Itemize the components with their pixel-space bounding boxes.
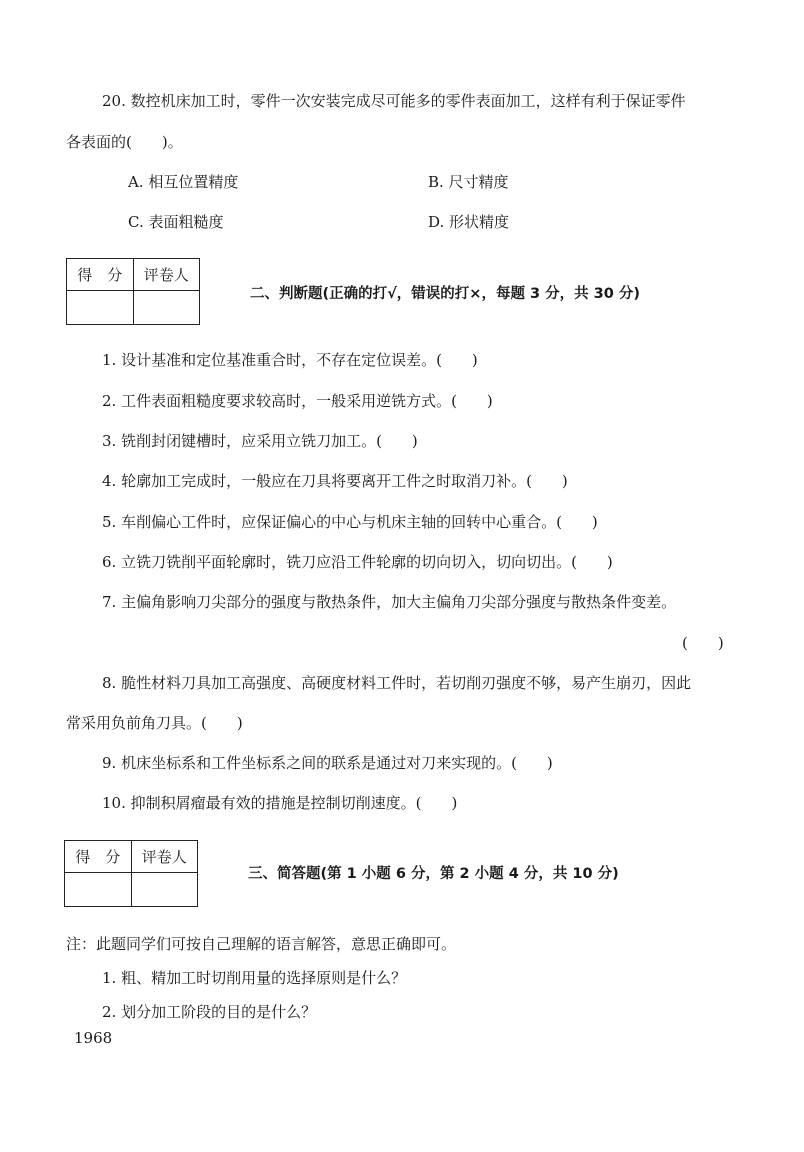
section3-note: 注：此题同学们可按自己理解的语言解答，意思正确即可。: [66, 935, 457, 953]
grader-cell: [133, 291, 199, 325]
score-cell: [65, 873, 132, 907]
section2-item-7-answer: ( ): [682, 634, 724, 652]
grader-label: 评卷人: [131, 841, 197, 873]
section2-title: 二、判断题(正确的打√，错误的打×，每题 3 分，共 30 分): [250, 286, 641, 302]
section2-item-8-line2: 常采用负前角刀具。( ): [66, 714, 243, 732]
section3-title: 三、简答题(第 1 小题 6 分，第 2 小题 4 分，共 10 分): [248, 866, 619, 882]
section2-item-6: 6. 立铣刀铣削平面轮廓时，铣刀应沿工件轮廓的切向切入，切向切出。( ): [102, 553, 613, 571]
section3-item-1: 1. 粗、精加工时切削用量的选择原则是什么？: [102, 969, 407, 987]
q20-option-d: D. 形状精度: [428, 213, 510, 231]
q20-option-b: B. 尺寸精度: [428, 173, 509, 191]
section2-item-1: 1. 设计基准和定位基准重合时，不存在定位误差。( ): [102, 351, 478, 369]
grader-label: 评卷人: [133, 259, 199, 291]
score-label: 得 分: [65, 841, 132, 873]
grader-cell: [131, 873, 197, 907]
section2-item-9: 9. 机床坐标系和工件坐标系之间的联系是通过对刀来实现的。( ): [102, 754, 553, 772]
score-label: 得 分: [67, 259, 134, 291]
section2-item-3: 3. 铣削封闭键槽时，应采用立铣刀加工。( ): [102, 432, 418, 450]
section3-item-2: 2. 划分加工阶段的目的是什么？: [102, 1003, 317, 1021]
page-number: 1968: [74, 1029, 113, 1047]
section2-item-8-line1: 8. 脆性材料刀具加工高强度、高硬度材料工件时，若切削刃强度不够，易产生崩刃，因此: [102, 674, 692, 692]
score-box-section2: [66, 258, 200, 325]
section2-item-5: 5. 车削偏心工件时，应保证偏心的中心与机床主轴的回转中心重合。( ): [102, 513, 598, 531]
q20-line1: 20. 数控机床加工时，零件一次安装完成尽可能多的零件表面加工，这样有利于保证零件: [102, 92, 686, 110]
q20-option-a: A. 相互位置精度: [128, 173, 239, 191]
section2-item-2: 2. 工件表面粗糙度要求较高时，一般采用逆铣方式。( ): [102, 392, 493, 410]
score-cell: [67, 291, 134, 325]
q20-line2: 各表面的( )。: [66, 133, 183, 151]
section2-item-7: 7. 主偏角影响刀尖部分的强度与散热条件，加大主偏角刀尖部分强度与散热条件变差。: [102, 593, 677, 611]
section2-item-10: 10. 抑制积屑瘤最有效的措施是控制切削速度。( ): [102, 794, 458, 812]
score-box-section3: [64, 840, 198, 907]
section2-item-4: 4. 轮廓加工完成时，一般应在刀具将要离开工件之时取消刀补。( ): [102, 472, 568, 490]
q20-option-c: C. 表面粗糙度: [128, 213, 224, 231]
